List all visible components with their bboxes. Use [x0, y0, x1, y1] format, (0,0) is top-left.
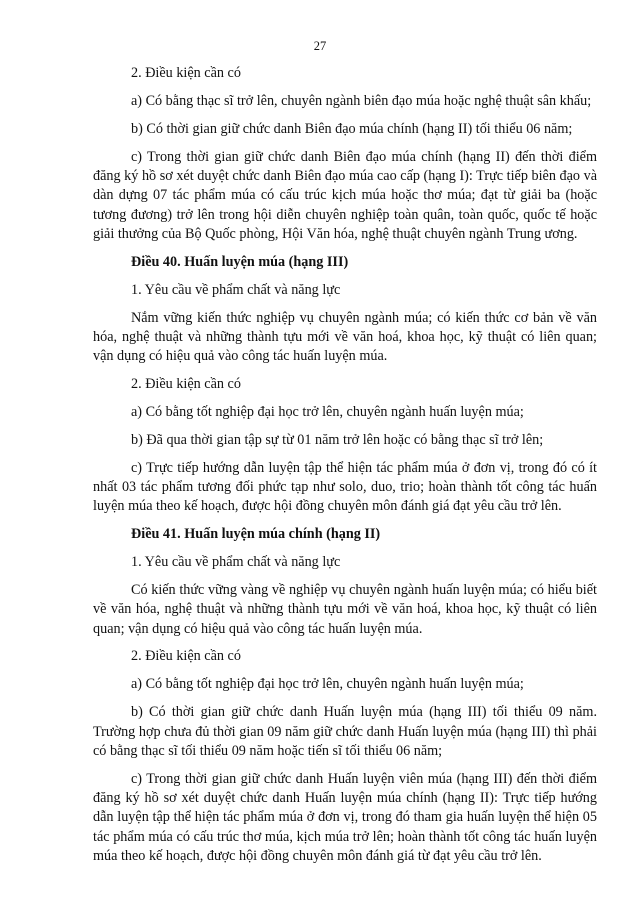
document-body: [93, 64, 597, 866]
paragraph: c) Trực tiếp hướng dẫn luyện tập thể hiện tác phẩm múa ở đơn vị, trong đó có ít nhất 03 tác phẩm tương đối phức tạp như solo, duo, trio; hoàn thành tốt công tác huấn luyện múa theo kế hoạch, được hội đồng chuyên môn đánh giá đạt yêu cầu trở lên.: [93, 459, 597, 515]
paragraph: a) Có bằng tốt nghiệp đại học trở lên, chuyên ngành huấn luyện múa;: [131, 403, 524, 420]
paragraph: Nắm vững kiến thức nghiệp vụ chuyên ngành múa; có kiến thức cơ bản về văn hóa, nghệ thuật và những thành tựu mới về văn hoá, khoa học, kỹ thuật có liên quan; vận dụng có hiệu quả vào công tác huấn luyện múa.: [93, 309, 597, 365]
paragraph: a) Có bằng tốt nghiệp đại học trở lên, chuyên ngành huấn luyện múa;: [131, 676, 524, 693]
paragraph: c) Trong thời gian giữ chức danh Biên đạo múa chính (hạng II) đến thời điểm đăng ký hồ sơ xét duyệt chức danh Biên đạo múa cao cấp (hạng I): Trực tiếp biên đạo và dàn dựng 07 tác phẩm múa có cấu trúc kịch múa hoặc thơ múa; đạt từ giải ba (hoặc tương đương) trở lên trong hội diễn chuyên nghiệp toàn quân, toàn quốc, quốc tế hoặc giải thưởng của Bộ Quốc phòng, Hội Văn hóa, nghệ thuật chuyên ngành Trung ương.: [93, 148, 597, 242]
page-number: 27: [313, 39, 327, 53]
paragraph: c) Trong thời gian giữ chức danh Huấn luyện viên múa (hạng III) đến thời điểm đăng ký hồ sơ xét duyệt chức danh Huấn luyện múa chính (hạng II): Trực tiếp hướng dẫn luyện tập thể hiện tác phẩm múa ở đơn vị, trong đó tham gia huấn luyện thể hiện 05 tác phẩm múa có cấu trúc thơ múa, kịch múa trở lên; hoàn thành tốt công tác huấn luyện múa theo kế hoạch, được hội đồng chuyên môn đánh giá từ đạt yêu cầu trở lên.: [93, 770, 597, 864]
article-heading: Điều 41. Huấn luyện múa chính (hạng II): [131, 526, 381, 543]
article-heading: Điều 40. Huấn luyện múa (hạng III): [131, 253, 349, 270]
paragraph: 2. Điều kiện cần có: [131, 65, 241, 81]
paragraph: 2. Điều kiện cần có: [131, 648, 241, 665]
paragraph: b) Có thời gian giữ chức danh Biên đạo múa chính (hạng II) tối thiểu 06 năm;: [131, 120, 573, 137]
paragraph: b) Đã qua thời gian tập sự từ 01 năm trở lên hoặc có bằng thạc sĩ trở lên;: [131, 431, 544, 448]
paragraph: b) Có thời gian giữ chức danh Huấn luyện múa (hạng III) tối thiểu 09 năm. Trường hợp chưa đủ thời gian 09 năm giữ chức danh Huấn luyện múa (hạng III) thì phải có bằng thạc sĩ tối thiểu 09 năm hoặc tiến sĩ tối thiểu 06 năm;: [93, 704, 597, 759]
paragraph: a) Có bằng thạc sĩ trở lên, chuyên ngành biên đạo múa hoặc nghệ thuật sân khấu;: [131, 92, 592, 109]
paragraph: 1. Yêu cầu về phẩm chất và năng lực: [131, 281, 341, 298]
paragraph: 2. Điều kiện cần có: [131, 376, 241, 393]
paragraph: Có kiến thức vững vàng về nghiệp vụ chuyên ngành huấn luyện múa; có hiểu biết về văn hóa, nghệ thuật và những thành tựu mới về văn hoá, khoa học, kỹ thuật có liên quan; vận dụng có hiệu quả vào công tác huấn luyện múa.: [93, 581, 597, 637]
paragraph: 1. Yêu cầu về phẩm chất và năng lực: [131, 554, 341, 571]
